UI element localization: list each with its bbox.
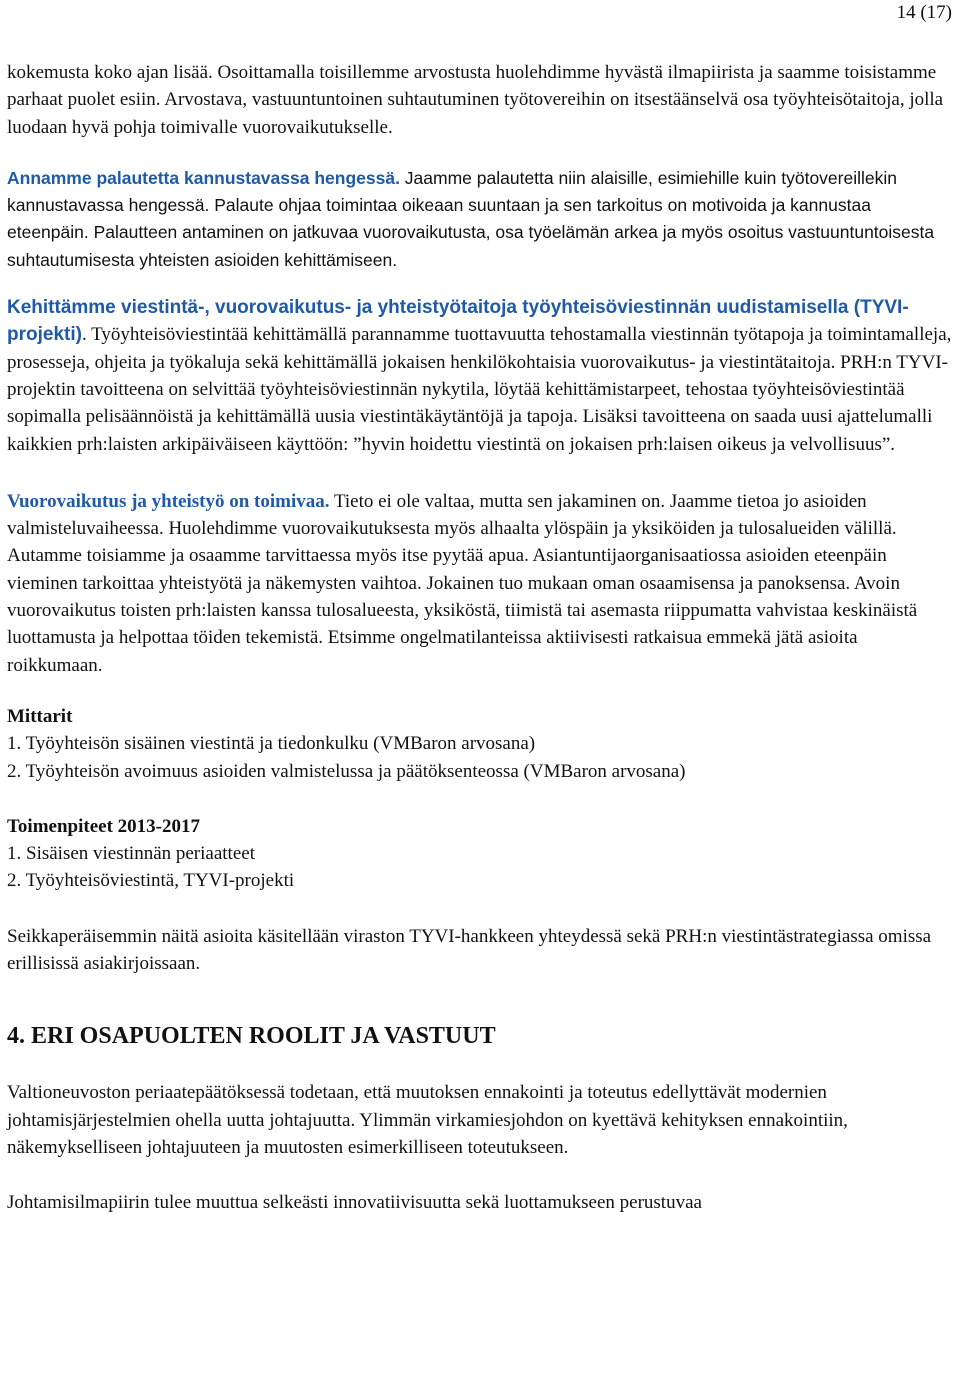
feedback-text-3: Palautteen antaminen on jatkuvaa vuorovaikutusta, osa työelämän arkea ja myös osoitus vastuuntuntoisesta suhtautumisesta yhteisten asioiden kehittämiseen. [7, 222, 935, 270]
page-number: 14 (17) [896, 2, 952, 23]
feedback-heading: Annamme palautetta kannustavassa hengessä. [7, 167, 400, 188]
section-4-paragraph-1: Valtioneuvoston periaatepäätöksessä todetaan, että muutoksen ennakointi ja toteutus edellyttävät modernien johtamisjärjestelmien ohella uutta johtajuutta. Ylimmän virkamiesjohdon on kyettävä kehityksen ennakointiin, näkemykselliseen johtajuuteen ja muutosten esimerkilliseen toteutukseen. [7, 1082, 848, 1158]
section-4-paragraph-2: Johtamisilmapiirin tulee muuttua selkeästi innovatiivisuutta sekä luottamukseen perustuvaa [7, 1192, 702, 1214]
metrics-heading: Mittarit [7, 705, 73, 727]
tyvi-text: . Työyhteisöviestintää kehittämällä parannamme tuottavuutta tehostamalla viestinnän työtapoja ja toimintamalleja, prosesseja, ohjeita ja työkaluja sekä kehittämällä jokaisen henkilökohtaisia vuorovaikutus- ja viestintätaitoja. PRH:n TYVI-projektin tavoitteena on selvittää työyhteisöviestinnän nykytila, löytää kehittämistarpeet, tehostaa työyhteisöviestintää sopimalla pelisäännöistä ja kehittämällä uusia viestintäkäytäntöjä ja tapoja. Lisäksi tavoitteena on saada uusi ajattelumalli kaikkien prh:laisten arkipäiväiseen käyttöön: ”hyvin hoidettu viestintä on jokaisen prh:laisen oikeus ja velvollisuus”. [7, 324, 952, 455]
feedback-paragraph [7, 165, 955, 274]
actions-item-2: 2. Työyhteisöviestintä, TYVI-projekti [7, 870, 295, 892]
metrics-item-2: 2. Työyhteisön avoimuus asioiden valmistelussa ja päätöksenteossa (VMBaron arvosana) [7, 760, 686, 782]
intro-paragraph: kokemusta koko ajan lisää. Osoittamalla toisillemme arvostusta huolehdimme hyvästä ilmapiirista ja saamme toisistamme parhaat puolet esiin. Arvostava, vastuuntuntoinen suhtautuminen työtovereihin on itsestäänselvä osa työyhteisötaitoja, jolla luodaan hyvä pohja toimivalle vuorovaikutukselle. [7, 62, 944, 138]
actions-heading: Toimenpiteet 2013-2017 [7, 815, 200, 837]
feedback-text-1: Jaamme palautetta niin alaisille, esimiehille kuin työtovereillekin kannustavassa hengessä. [7, 167, 897, 216]
metrics-item-1: 1. Työyhteisön sisäinen viestintä ja tiedonkulku (VMBaron arvosana) [7, 733, 536, 755]
interaction-text: Tieto ei ole valtaa, mutta sen jakaminen on. Jaamme tietoa jo asioiden valmisteluvaiheessa. Huolehdimme vuorovaikutuksesta myös alhaalta ylöspäin ja yksiköiden ja tulosalueiden välillä. Autamme toisiamme ja osaamme tarvittaessa myös itse pyytää apua. Asiantuntijaorganisaatiossa asioiden eteenpäin vieminen tarkoittaa yhteistyötä ja näkemysten vaihtoa. Jokainen tuo mukaan oman osaamisensa ja panoksensa. Avoin vuorovaikutus toisten prh:laisten kanssa tulosalueesta, yksiköstä, tiimistä tai asemasta riippumatta vahvistaa keskinäistä luottamusta ja helpottaa töiden tekemistä. Etsimme ongelmatilanteissa aktiivisesti ratkaisua emmekä jätä asioita roikkumaan. [7, 490, 918, 676]
actions-item-1: 1. Sisäisen viestinnän periaatteet [7, 843, 255, 865]
tyvi-heading: Kehittämme viestintä-, vuorovaikutus- ja yhteistyötaitoja työyhteisöviestinnän uudistamisella (TYVI-projekti) [7, 297, 909, 346]
tyvi-paragraph [7, 294, 955, 458]
section-4-title: 4. ERI OSAPUOLTEN ROOLIT JA VASTUUT [7, 1023, 496, 1050]
feedback-text-2: Palaute ohjaa toimintaa oikeaan suuntaan ja sen tarkoitus on motivoida ja kannustaa eteenpäin. [7, 195, 871, 243]
interaction-heading: Vuorovaikutus ja yhteistyö on toimivaa. [7, 490, 330, 512]
details-paragraph: Seikkaperäisemmin näitä asioita käsitellään viraston TYVI-hankkeen yhteydessä sekä PRH:n viestintästrategiassa omissa erillisissä asiakirjoissaan. [7, 925, 932, 975]
document-body [7, 59, 955, 1217]
interaction-paragraph [7, 488, 955, 679]
